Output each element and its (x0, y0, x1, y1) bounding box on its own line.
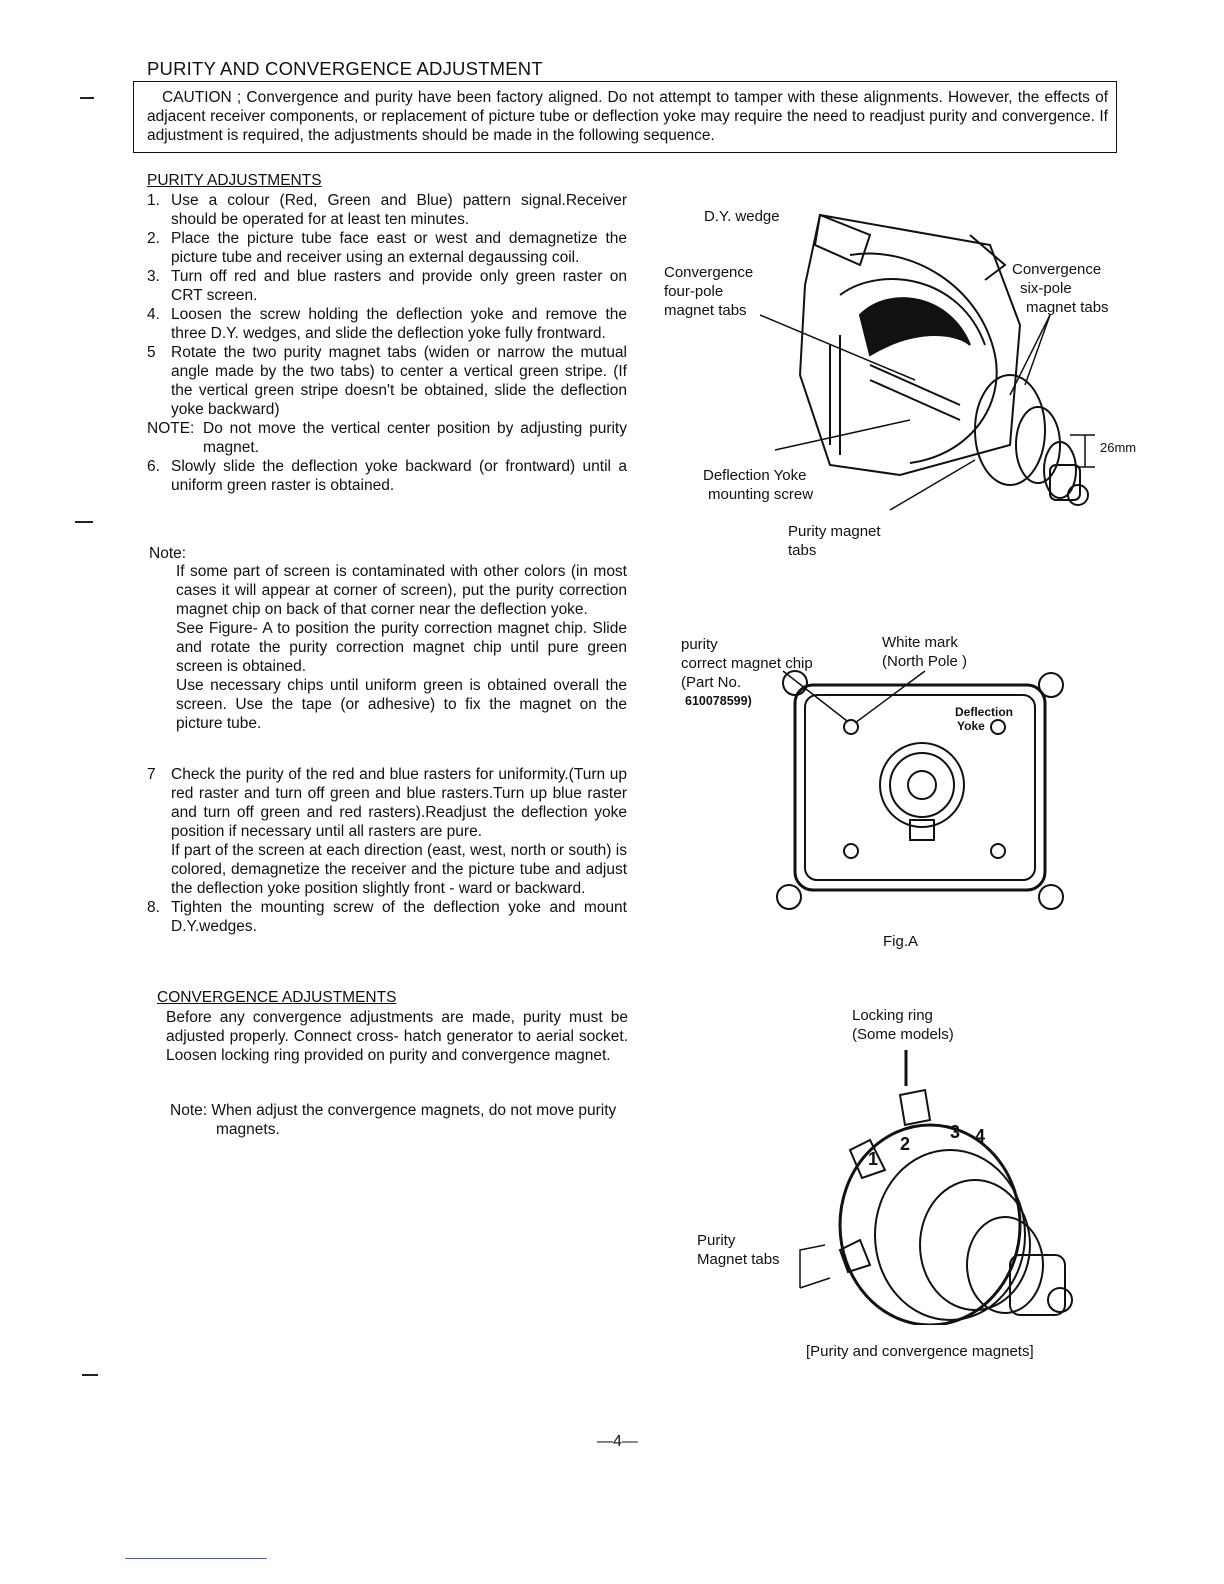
fig-a-caption: Fig.A (883, 933, 919, 950)
caution-box (133, 81, 1117, 153)
label-purity-magnet-tabs: Purity Magnet tabs (697, 1232, 780, 1268)
ring-number: 2 (900, 1134, 911, 1154)
list-item: 3. Turn off red and blue rasters and provide only green raster on CRT screen. (147, 268, 627, 304)
ring-number: 1 (868, 1149, 879, 1169)
note-label: Note: (149, 545, 187, 562)
label-26mm: 26mm (1100, 440, 1137, 455)
deflection-yoke-figure (760, 205, 1110, 525)
label-locking-ring: Locking ring (Some models) (852, 1007, 954, 1043)
list-item: 5 Rotate the two purity magnet tabs (widen or narrow the mutual angle made by the two tabs) to center a vertical green stripe. (If the vertical green stripe doesn't be obtained, slide the deflection yoke backward) (147, 344, 627, 418)
list-item: 1. Use a colour (Red, Green and Blue) pattern signal.Receiver should be operated for at least ten minutes. (147, 192, 627, 228)
page-title: PURITY AND CONVERGENCE ADJUSTMENT (147, 58, 543, 79)
note-body (176, 562, 627, 733)
caution-text: CAUTION ; Convergence and purity have been factory aligned. Do not attempt to tamper with these alignments. However, the effects of adjacent receiver components, or replacement of picture tube or deflection yoke may require the need to readjust purity and convergence. If adjustment is required, the adjustments should be made in the following sequence. (147, 89, 1108, 144)
convergence-note: Note: When adjust the convergence magnets, do not move purity magnets. (170, 1102, 617, 1138)
list-item: 2. Place the picture tube face east or west and demagnetize the picture tube and receiver using an external degaussing coil. (147, 230, 627, 266)
label-chip: purity correct magnet chip (Part No. 610078599) (681, 636, 813, 708)
note-paragraph: If some part of screen is contaminated with other colors (in most cases it will appear at corner of screen), put the purity correction magnet chip on back of that corner near the deflection yoke. (176, 563, 627, 618)
label-conv4: Convergence four-pole magnet tabs (664, 264, 754, 319)
convergence-text: Before any convergence adjustments are made, purity must be adjusted properly. Connect cross- hatch generator to aerial socket. Loosen locking ring provided on purity and convergence magnet. (166, 1009, 628, 1064)
list-item: 4. Loosen the screw holding the deflection yoke and remove the three D.Y. wedges, and slide the deflection yoke fully frontward. (147, 306, 627, 342)
margin-mark (80, 97, 94, 99)
list-item: 7 Check the purity of the red and blue rasters for uniformity.(Turn up red raster and turn off green and blue rasters.Turn up blue raster and turn off green and red rasters).Readjust the deflection yoke position if necessary until all rasters are pure. (147, 766, 627, 840)
margin-mark (75, 521, 93, 523)
margin-mark (82, 1374, 98, 1376)
magnets-caption: [Purity and convergence magnets] (806, 1343, 1034, 1360)
ring-number-labels (868, 1122, 985, 1169)
bottom-rule (125, 1558, 267, 1559)
label-dy-wedge: D.Y. wedge (704, 208, 780, 225)
convergence-heading: CONVERGENCE ADJUSTMENTS (157, 989, 397, 1006)
ring-number: 3 (950, 1122, 961, 1142)
label-conv6: Convergence six-pole magnet tabs (1012, 261, 1109, 316)
fig-a-drawing (775, 665, 1070, 915)
purity-steps-cont (147, 765, 627, 936)
label-white-mark: White mark (North Pole ) (882, 634, 968, 670)
note-paragraph: Use necessary chips until uniform green is obtained overall the screen. Use the tape (or adhesive) to fix the magnet on the picture tube. (176, 677, 627, 732)
note-inline: NOTE: Do not move the vertical center position by adjusting purity magnet. (147, 420, 627, 456)
ring-number: 4 (975, 1126, 986, 1146)
list-item: 6. Slowly slide the deflection yoke backward (or frontward) until a uniform green raster is obtained. (147, 458, 627, 494)
label-deflection-yoke: Deflection Yoke (955, 705, 1014, 733)
label-dy-screw: Deflection Yoke mounting screw (703, 467, 814, 503)
page-number: —4— (597, 1433, 638, 1450)
purity-heading: PURITY ADJUSTMENTS (147, 172, 322, 189)
list-item: 8. Tighten the mounting screw of the deflection yoke and mount D.Y.wedges. (147, 899, 627, 935)
label-purity-tabs: Purity magnet tabs (788, 523, 881, 559)
list-item-cont: If part of the screen at each direction (east, west, north or south) is colored, demagnetize the receiver and the picture tube and adjust the deflection yoke position slightly front - ward or backward. (171, 842, 627, 897)
note-paragraph: See Figure- A to position the purity correction magnet chip. Slide and rotate the purity correction magnet chip until pure green screen is obtained. (176, 620, 627, 675)
magnet-assembly-drawing (790, 1050, 1090, 1325)
purity-steps (147, 191, 627, 495)
